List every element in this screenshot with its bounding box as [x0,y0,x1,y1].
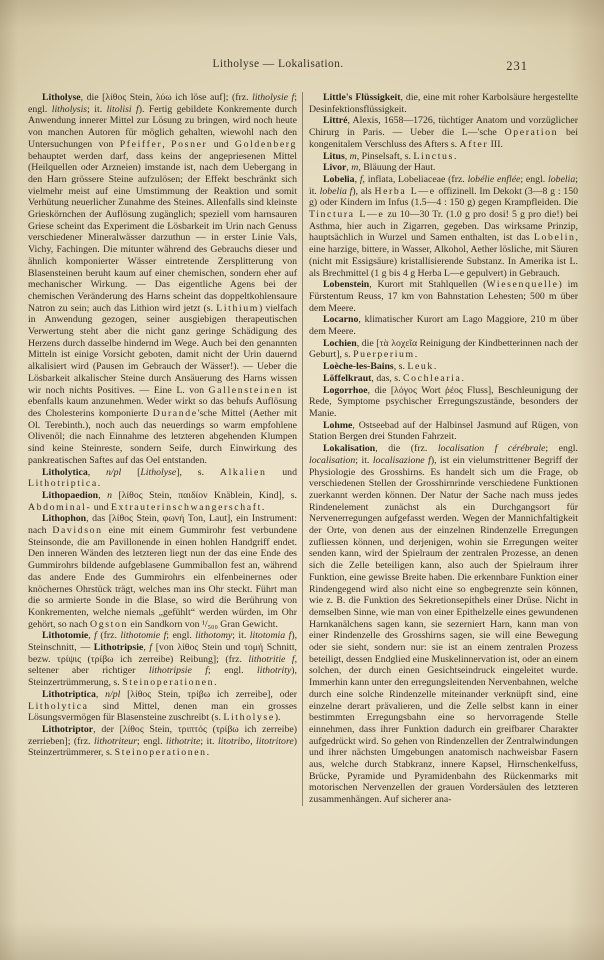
entry-text: . [206,747,210,759]
entry-text: , die [λίθος Stein, λύω ich löse auf]; (frz. [80,92,253,103]
entry-text: ein Sandkorn von ¹/₅₀₀ Gran Gewicht. [127,618,278,630]
entry-text: . [414,349,418,361]
entry-text: Puerperium [353,349,415,361]
dictionary-entry [309,361,578,373]
entry-text: ; engl. [208,665,257,677]
entry-text: , [95,688,106,700]
entry-headword: Lochien [322,337,357,349]
entry-text: litotribo [217,735,251,747]
entry-text: ; engl. [545,443,578,455]
entry-text: f [359,173,363,185]
entry-text: ), ist ein vielumstrittener Begriff der Physiologie des Grosshirns. Es handelt sich um die Frage, ob verschiedenen Stellen der Grosshirnrinde verschiedene Funktionen zuerkannt werden können. Der Natur der Sache nach muss jedes Rindenelement zunächst als ein Durchgangsort für Nervenerregungen aufgefasst werden. Wegen der Mannichfaltigkeit der Orte, von denen aus der einzelnen Rindenzelle Erregungen zufliessen können, und derjenigen, wohin sie Erregungen weiter senden kann, wird der Spielraum der zentralen Prozesse, an denen sich die Zelle beteiligen kann, also auch der Spielraum ihrer Funktion, eine gewisse Breite haben. Die erkennbare Funktion einer Rindengegend wird also nicht eine so engbegrenzte sein können, wie z. B. die Funktion des Sekretionsepithels einer Drüse. Nicht in demselben Sinne, wie man von einer Epithelzelle eines gewundenen Harnkanälchens sagen kann, sie sezerniert Harn, kann man von einer Rindenzelle des Grosshirns sagen, sie will eine Bewegung oder sie sieht, sondern nur: sie ist an einem zentralen Prozess beteiligt, dessen Endglied eine Muskelinnervation ist, oder an einem solchen, der durch einen Gesichtseindruck eingeleitet wurde. Immerhin kann unter den erregungsleitenden Nervenbahnen, welche durch eine solche Rindenzelle miteinander verknüpft sind, eine einzelne derart prävalieren, und die Zelle selbst kann in einer bestimmten Erregungsbahn eine so hervorragende Stelle einnehmen, dass ihrer Funktion dadurch ein greifbarer Charakter aufgedrückt wird. So gehen von Rindenzellen der Zentralwindungen und ihrer nächsten Umgebungen anatomisch nachweisbar Fasern aus, welche durch Stabkranz, innere Kapsel, Hirnschenkelfuss, Brücke, Pyramide und Pyramidenbahn des Rückenmarks mit motorischen Nervenzellen der grauen Vordersäulen des letzteren zusammenhängen. Auf sicherer ana- [308,454,578,806]
entry-text: ; engl. [166,630,196,642]
entry-text: Herba L—e [374,185,436,197]
entry-text: ; it. [200,735,218,747]
entry-text: , die [λόγος Wort ῥέος Fluss], Beschleunigung der Rede, Symptome psychischer Erregungszustände, besonders der Manie. [308,384,578,419]
entry-headword: Litholyse [42,92,81,103]
entry-text: , der [λίθος Stein, τριπτός (τρίβω ich zerreibe) zerrieben]; (frz. [28,723,297,747]
entry-text: ) im Fürstentum Reuss, 17 km von Bahnstation Lehesten; 500 m über dem Meere. [308,279,578,314]
entry-text: ), Steinzertrümmerung, s. [28,665,298,689]
entry-text: m [349,150,357,162]
column-divider [302,92,303,806]
entry-text: , s. [393,361,408,373]
entry-text: ). [274,712,281,724]
entry-headword: Litus [322,150,345,162]
dictionary-entry [28,467,297,490]
entry-text: , [250,735,257,747]
entry-text: Steinoperationen [122,677,215,689]
entry-text: . [261,501,265,513]
entry-text: localisazione f [372,454,431,466]
entry-text: lithotripsie f [148,665,209,677]
entry-text: Davidson [52,525,103,537]
entry-text: Pfeiffer [119,138,163,150]
entry-text: n [107,489,112,501]
entry-text: Litholyse [140,466,177,478]
entry-text: Linctus [413,150,454,162]
entry-text: Durande [152,407,198,419]
entry-headword: Littré [322,115,348,127]
column-left [28,92,302,806]
entry-headword: Locarno [322,314,359,326]
entry-text: und [91,501,111,513]
entry-text: , [143,642,150,654]
entry-text: Alkalien [219,466,267,478]
entry-headword: Lithotriptor [42,723,94,735]
entry-text: Tinctura L—e [308,209,385,221]
entry-text: Litholyse [223,712,275,724]
entry-headword: Lithophon [42,513,87,525]
entry-text: Ogston [90,618,128,630]
entry-headword: Logorrhoe [322,384,368,396]
entry-text: ; engl. [28,92,297,115]
entry-text: lithotriteur [94,735,138,747]
entry-text: , [87,466,106,478]
entry-text: . [214,677,217,689]
dictionary-entry [309,151,578,163]
dictionary-entry [309,314,578,337]
entry-text: n/pl [106,466,122,478]
entry-text: Cochlearia [403,372,462,384]
entry-headword: Litholytica [42,466,88,478]
entry-headword: Lobenstein [322,279,370,291]
entry-text: ; it. [355,454,373,466]
entry-text: Gallensteinen [208,384,284,396]
entry-text: localisation f cérébrale [437,443,546,455]
entry-text: , seltener aber richtiger [28,653,298,677]
entry-text: und [207,138,235,150]
entry-text: ), als [352,185,375,197]
dictionary-entry [309,174,578,279]
entry-headword: Löffelkraut [322,372,372,384]
entry-text: Lithium [216,302,260,314]
entry-text: localisation [308,454,356,466]
entry-text: lithotrite [166,735,201,747]
entry-text: 'sche Mittel (Aether mit Ol. Terebinth.), noch auch das neuerdings so warm empfohlene Olivenöl; die nach Einnahme des letzteren abgehenden Klumpen sind keine Steinreste, sondern Seife, durch Einwirkung des pankreatischen Saftes auf das Oel entstanden. [28,407,298,466]
running-header [28,58,578,76]
entry-text: , die (frz. [375,443,438,455]
entry-text: Lithotriptica [28,478,98,490]
dictionary-entry [309,162,578,174]
dictionary-entry [28,490,297,513]
entry-text: , Kurort mit Stahlquellen ( [369,279,487,291]
entry-text: [λίθος Stein, τρίβω ich zerreibe], oder [120,688,297,700]
entry-text: ), Steinschnitt, — [28,630,298,654]
entry-text: n/pl [105,688,121,700]
entry-text: [ [121,466,141,478]
entry-text: lithotritie f [248,653,295,665]
entry-text: III. [488,138,503,150]
dictionary-entry [28,630,297,689]
entry-headword: Lithotripsie [93,642,144,654]
entry-text: lobélie enflée [467,173,521,185]
entry-text: und [266,466,297,478]
dictionary-entry [309,115,578,150]
entry-text: Leuk [407,361,434,373]
entry-text: litholysie f [252,92,295,103]
entry-text: m [351,162,359,174]
entry-text: , die [τὰ λοχεῖα Reinigung der Kindbetterinnen nach der Geburt], s. [308,337,578,361]
entry-text: litotomia f [249,630,292,642]
entry-text: , Pinselsaft, s. [356,150,414,162]
header-title: Litholyse — Lokalisation. [212,58,344,70]
dictionary-entry [309,420,578,443]
entry-text: . [461,372,464,384]
entry-text: (frz. [96,630,121,642]
dictionary-entry [309,338,578,361]
entry-text: , [354,173,360,185]
dictionary-entry [309,385,578,420]
entry-text: , Ostseebad auf der Halbinsel Jasmund auf Rügen, von Station Bergen drei Stunden Fahrzeit. [308,419,578,443]
entry-text: [λίθος Stein, παιδίον Knäblein, Kind], s. [111,489,297,501]
entry-text: lobelia f [319,185,353,197]
entry-text: ). Fertig gebildete Konkremente durch Anwendung innerer Mittel zur Lösung zu bringen, wird noch heute von manchen Autoren für möglich gehalten, wiewohl nach den Untersuchungen von [28,103,298,150]
text-columns [28,92,578,806]
entry-text: ; it. [232,630,250,642]
entry-text: ) Steinzertrümmerer, s. [28,735,298,759]
entry-text: , [98,489,108,501]
entry-text: , das, s. [371,372,403,384]
entry-text: ; it. [87,103,107,115]
entry-text: ist ebenfalls kaum anzunehmen. Weder wirkt so das behufs Auflösung des Cholesterins komponierte [28,384,297,419]
entry-headword: Lithotomie [42,630,89,642]
entry-text: , [88,630,95,642]
entry-text: f [94,630,97,642]
entry-text: [von λίθος Stein und τομή Schnitt, bezw. τρίψις (τρίβω ich zerreibe) Reibung]; (frz. [28,642,297,665]
entry-text: , eine harzige, bittere, in Wasser, Alkohol, Aether lösliche, mit Säuren (nicht mit Essigsäure) kristallisierende Substanz. In Amerika ist L. als Brechmittel (1 g bis 4 g Herba L—e gepulvert) in Gebrauch. [308,232,578,279]
entry-text: Posner [171,138,208,150]
entry-text: Litholytica [28,700,89,712]
entry-text: offizinell. Im Dekokt (3—8 g : 150 g) oder Kindern im Infus (1.5—4 : 150 g) gegen Krampfleiden. Die [308,185,578,209]
dictionary-entry [28,689,297,724]
entry-headword: Livor [322,162,347,174]
entry-text: ; it. [308,173,578,197]
entry-text: Operation [504,127,559,139]
entry-text: , Alexis, 1658—1726, tüchtiger Anatom und vorzüglicher Chirurg in Paris. — Ueber die L—'sche [308,115,578,139]
entry-text: ; engl. [520,173,549,185]
entry-text: , die, eine mit roher Karbolsäure hergestellte Desinfektionsflüssigkeit. [308,92,578,115]
entry-text: sind Mittel, denen man ein grosses Lösungsvermögen für Blasensteine zuschreibt (s. [28,700,297,724]
entry-text: lithotomy [195,630,233,642]
dictionary-entry [28,724,297,759]
page-number: 231 [506,59,528,73]
dictionary-entry [309,443,578,806]
entry-text: Goldenberg [234,138,297,150]
entry-headword: Lobelia [322,173,355,185]
entry-text: eine mit einem Gummirohr fest verbundene Steinsonde, die am Pavillonende in einen hohlen Handgriff endet. Den inneren Wänden des letzteren liegt nun der das eine Ende des Gummirohrs bildende aufgeblasene Gummiballon fest an, während das andere Ende des Gummirohrs ein elfenbeinernes oder knöchernes Ohrstück trägt, welches man ins Ohr steckt. Führt man die so armierte Sonde in die Blase, so wird die Berührung von Konkrementen, welche niemals „gefühlt“ werden würden, im Ohr gehört, so nach [28,525,297,630]
entry-headword: Lohme [322,419,353,431]
entry-text: Abdominal- [28,501,92,513]
entry-text: Steinoperationen [114,747,207,759]
entry-text: , [162,138,172,150]
entry-headword: Lithopaedion [42,489,99,501]
entry-text: . [97,478,101,490]
entry-text: Wiesenquelle [486,279,559,291]
column-right [303,92,578,806]
entry-headword: Lokalisation [322,443,376,455]
entry-text: , das [λίθος Stein, φωνή Ton, Laut], ein Instrument: nach [28,513,297,537]
dictionary-entry [309,373,578,385]
entry-text: , [346,162,352,174]
entry-text: Lobelin [533,232,576,244]
entry-text: litotritore [256,735,294,747]
dictionary-entry [28,92,297,467]
entry-headword: Little's Flüssigkeit [322,92,401,103]
dictionary-entry [28,513,297,630]
entry-text: ; engl. [137,735,167,747]
entry-text: , klimatischer Kurort am Lago Maggiore, 210 m über dem Meere. [308,314,578,338]
entry-text: litolisi f [106,103,139,115]
entry-text: . [453,150,457,162]
entry-text: , [344,150,350,162]
entry-text: f [149,642,153,654]
entry-text: lithotomie f [120,630,167,642]
entry-text: After [459,138,489,150]
entry-text: litholysis [51,103,88,115]
entry-text: bei kongenitalem Verschluss des Afters s. [308,127,578,150]
entry-text: lobelia [548,173,576,185]
entry-text: . [433,361,437,373]
entry-text: , inflata, Lobeliaceae (frz. [362,173,468,185]
entry-headword: Lithotriptica [42,688,96,700]
entry-text: lithotrity [257,665,292,677]
entry-text: ) vielfach in Anwendung gezogen, seiner ausgiebigen therapeutischen Verwertung steht aber die nicht ganz geringe Schädigung des Herzens durch dasselbe hindernd im Wege. Auch bei den genannten Mitteln ist einige Vorsicht geboten, damit nicht der Urin dauernd alkalisiert wird (Pausen im Gebrauch der Wässer!). — Ueber die Lösbarkeit alkalischer Steine durch Ansäuerung des Harns wissen wir noch nichts Positives. — Eine L. von [28,302,297,396]
entry-text: , Bläuung der Haut. [358,162,436,174]
dictionary-entry [309,279,578,314]
entry-text: Extrauterinschwangerschaft [110,501,262,513]
entry-text: zu 10—30 Tr. (1.0 g pro dosi! 5 g pro die!) bei Asthma, hier auch in Zigarren, gegeben. Das wirksame Prinzip, hauptsächlich in Wurzel und Samen enthalten, ist das [308,209,578,244]
entry-headword: Loèche-les-Bains [322,361,394,373]
entry-text: behauptet werden darf, dass keins der angepriesenen Mittel (Heilquellen oder Arzneien) imstande ist, nach dem Uebergang in den Harn grössere Steine aufzulösen; der Effekt beschränkt sich vielmehr meist auf eine Umstimmung der Reaktion und somit Verhütung neuerlicher Zunahme des Steines. Allenfalls sind kleinste Grieskörnchen der Auflösung zugänglich; speziell vom harnsauren Griese scheint das Experiment die Lösbarkeit im Urin nach Genuss verschiedener Mineralwässer darzuthun — in erster Linie Vals, Vichy, Fachingen. Die mitunter während des Gebrauchs dieser und ähnlich komponierter Wässer eintretende Zersplitterung von Blasensteinen beruht kaum auf einer chemischen, sondern eher auf mechanischer Wirkung. — Das eigentliche Agens bei der chemischen Veränderung des Harns scheint das doppeltkohlensaure Natron zu sein; auch das Lithion wird jetzt (s. [28,150,297,314]
entry-text: ], s. [176,466,220,478]
dictionary-entry [309,92,578,115]
